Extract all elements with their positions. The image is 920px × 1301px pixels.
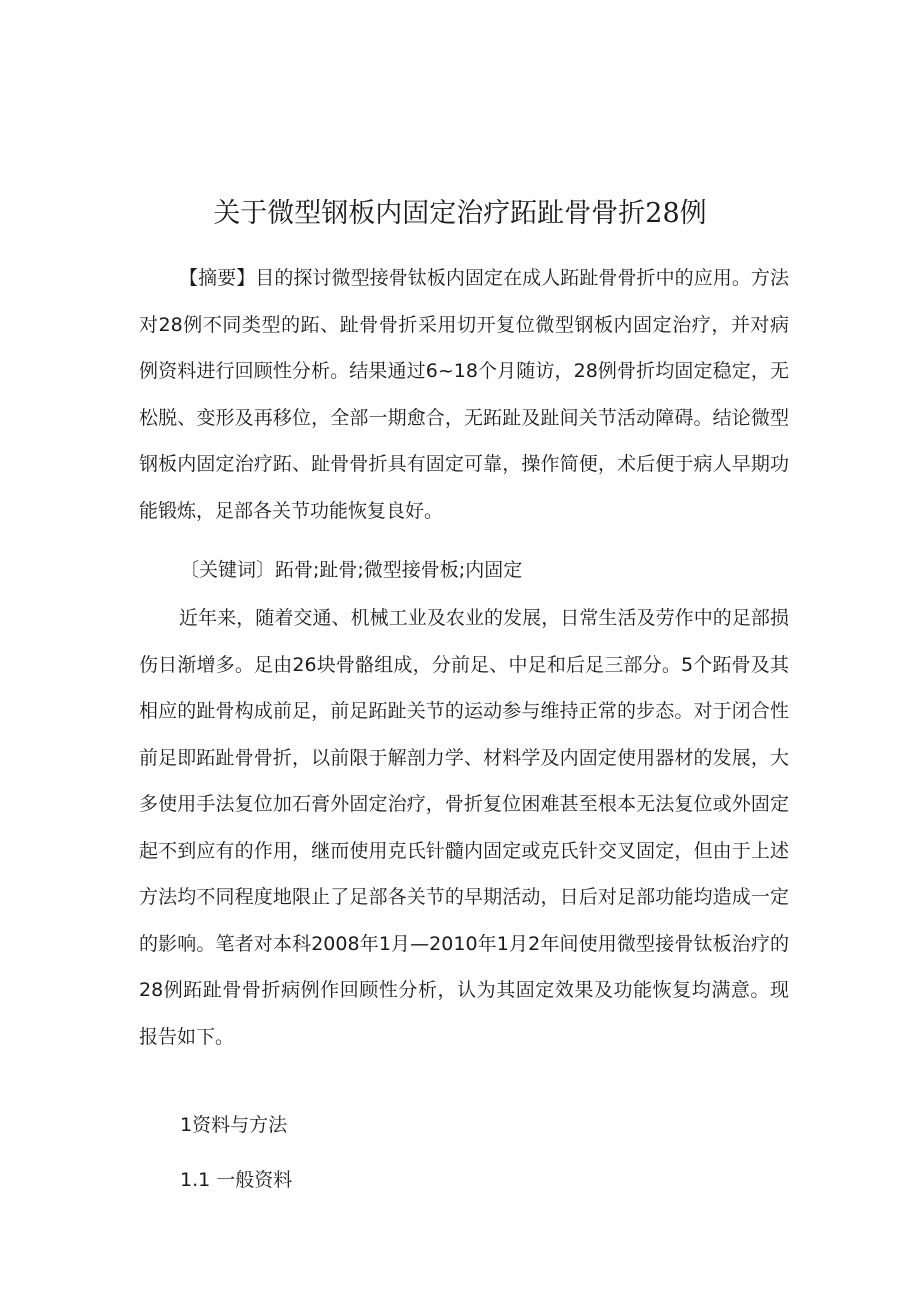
keywords-line (180, 547, 780, 594)
intro-paragraph (139, 595, 789, 1060)
intro-text: 近年来，随着交通、机械工业及农业的发展，日常生活及劳作中的足部损伤日渐增多。足由26块骨骼组成，分前足、中足和后足三部分。5个跖骨及其相应的趾骨构成前足，前足跖趾关节的运动参与维持正常的步态。对于闭合性前足即跖趾骨骨折，以前限于解剖力学、材料学及内固定使用器材的发展，大多使用手法复位加石膏外固定治疗，骨折复位困难甚至根本无法复位或外固定起不到应有的作用，继而使用克氏针髓内固定或克氏针交叉固定，但由于上述方法均不同程度地限止了足部各关节的早期活动，日后对足部功能均造成一定的影响。笔者对本科2008年1月—2010年1月2年间使用微型接骨钛板治疗的28例跖趾骨骨折病例作回顾性分析，认为其固定效果及功能恢复均满意。现报告如下。 (139, 607, 789, 1048)
section-heading-1: 1资料与方法 (180, 1114, 288, 1136)
document-title: 关于微型钢板内固定治疗跖趾骨骨折28例 (213, 198, 707, 229)
abstract-paragraph (139, 255, 789, 534)
abstract-text: 【摘要】目的探讨微型接骨钛板内固定在成人跖趾骨骨折中的应用。方法对28例不同类型的跖、趾骨骨折采用切开复位微型钢板内固定治疗，并对病例资料进行回顾性分析。结果通过6~18个月随访，28例骨折均固定稳定，无松脱、变形及再移位，全部一期愈合，无跖趾及趾间关节活动障碍。结论微型钢板内固定治疗跖、趾骨骨折具有固定可靠，操作简便，术后便于病人早期功能锻炼，足部各关节功能恢复良好。 (139, 267, 789, 522)
keywords-text: 〔关键词〕跖骨;趾骨;微型接骨板;内固定 (180, 559, 523, 581)
section-heading-1-1: 1.1 一般资料 (180, 1169, 293, 1191)
